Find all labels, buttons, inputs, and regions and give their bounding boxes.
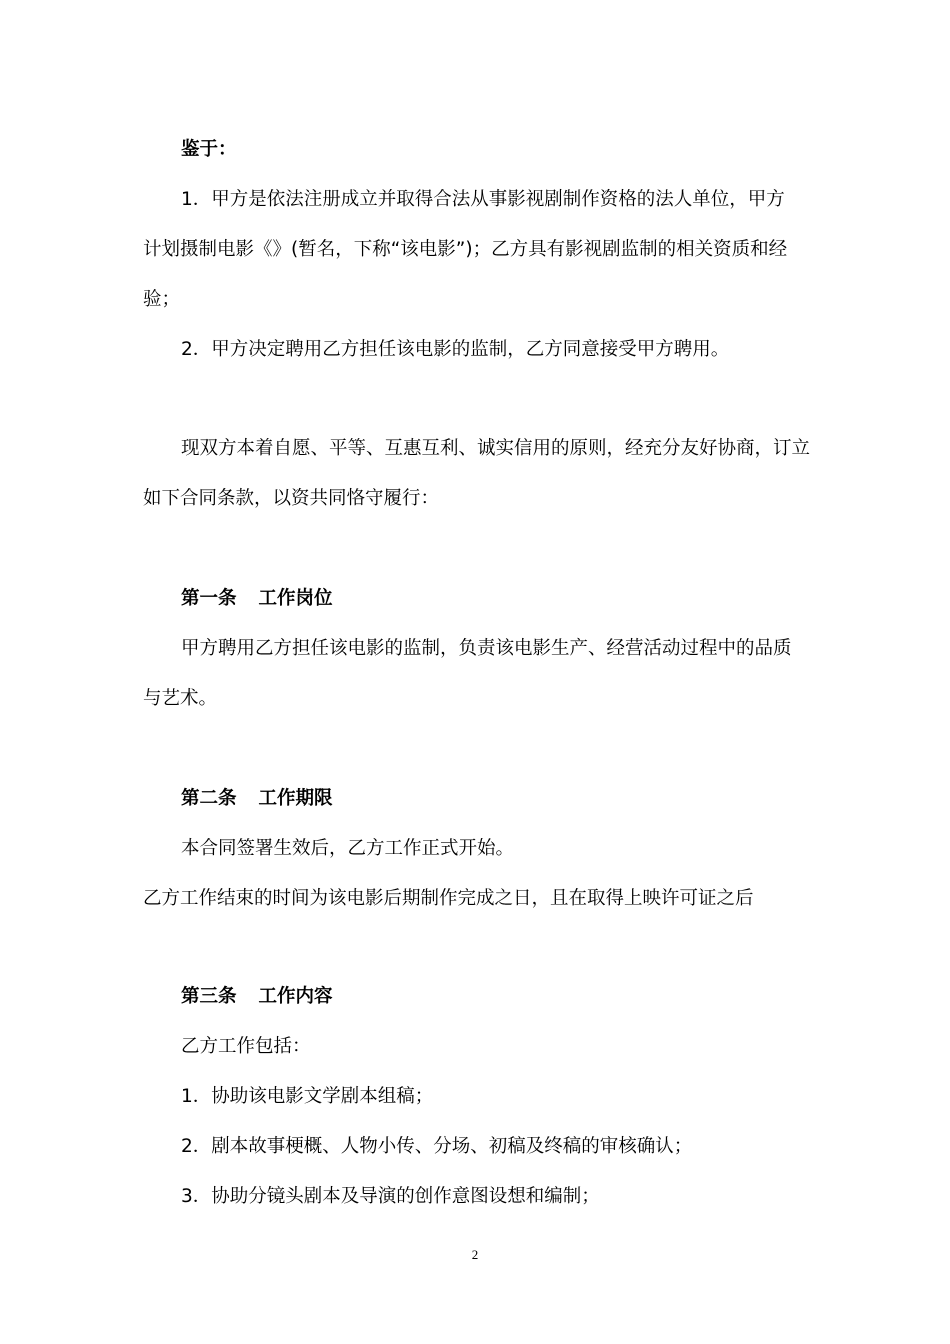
- article-2-line-1: 本合同签署生效后，乙方工作正式开始。: [181, 838, 515, 859]
- article-2-heading: [181, 786, 813, 812]
- article-3-item-1: 1．协助该电影文学剧本组稿；: [181, 1086, 434, 1107]
- article-3-item-3: 3．协助分镜头剧本及导演的创作意图设想和编制；: [181, 1186, 600, 1207]
- article-3-item-2: 2．剧本故事梗概、人物小传、分场、初稿及终稿的审核确认；: [181, 1136, 693, 1157]
- article-1-line-2: 与艺术。: [143, 688, 218, 709]
- article-2-number: 第二条: [181, 788, 237, 809]
- article-3-number: 第三条: [181, 986, 237, 1007]
- recitals-heading: 鉴于：: [181, 139, 237, 160]
- recital-item-1-line-2: 计划摄制电影《》(暂名，下称“该电影”)；乙方具有影视剧监制的相关资质和经: [143, 239, 788, 260]
- recital-item-2: 2．甲方决定聘用乙方担任该电影的监制，乙方同意接受甲方聘用。: [181, 339, 730, 360]
- article-2-line-2: 乙方工作结束的时间为该电影后期制作完成之日，且在取得上映许可证之后: [143, 888, 754, 909]
- article-1-line-1: 甲方聘用乙方担任该电影的监制，负责该电影生产、经营活动过程中的品质: [181, 638, 792, 659]
- article-1-number: 第一条: [181, 588, 237, 609]
- agreement-line-1: 现双方本着自愿、平等、互惠互利、诚实信用的原则，经充分友好协商，订立: [181, 438, 811, 459]
- article-2-title: 工作期限: [258, 788, 333, 809]
- article-3-intro: 乙方工作包括：: [181, 1036, 311, 1057]
- article-1-heading: [181, 586, 813, 612]
- article-1-title: 工作岗位: [258, 588, 333, 609]
- article-3-heading: [181, 984, 813, 1010]
- agreement-line-2: 如下合同条款，以资共同恪守履行：: [143, 488, 440, 509]
- page-number: 2: [471, 1247, 479, 1262]
- recital-item-1-line-3: 验；: [143, 289, 181, 310]
- recital-item-1-line-1: 1．甲方是依法注册成立并取得合法从事影视剧制作资格的法人单位，甲方: [181, 189, 785, 210]
- article-3-title: 工作内容: [258, 986, 333, 1007]
